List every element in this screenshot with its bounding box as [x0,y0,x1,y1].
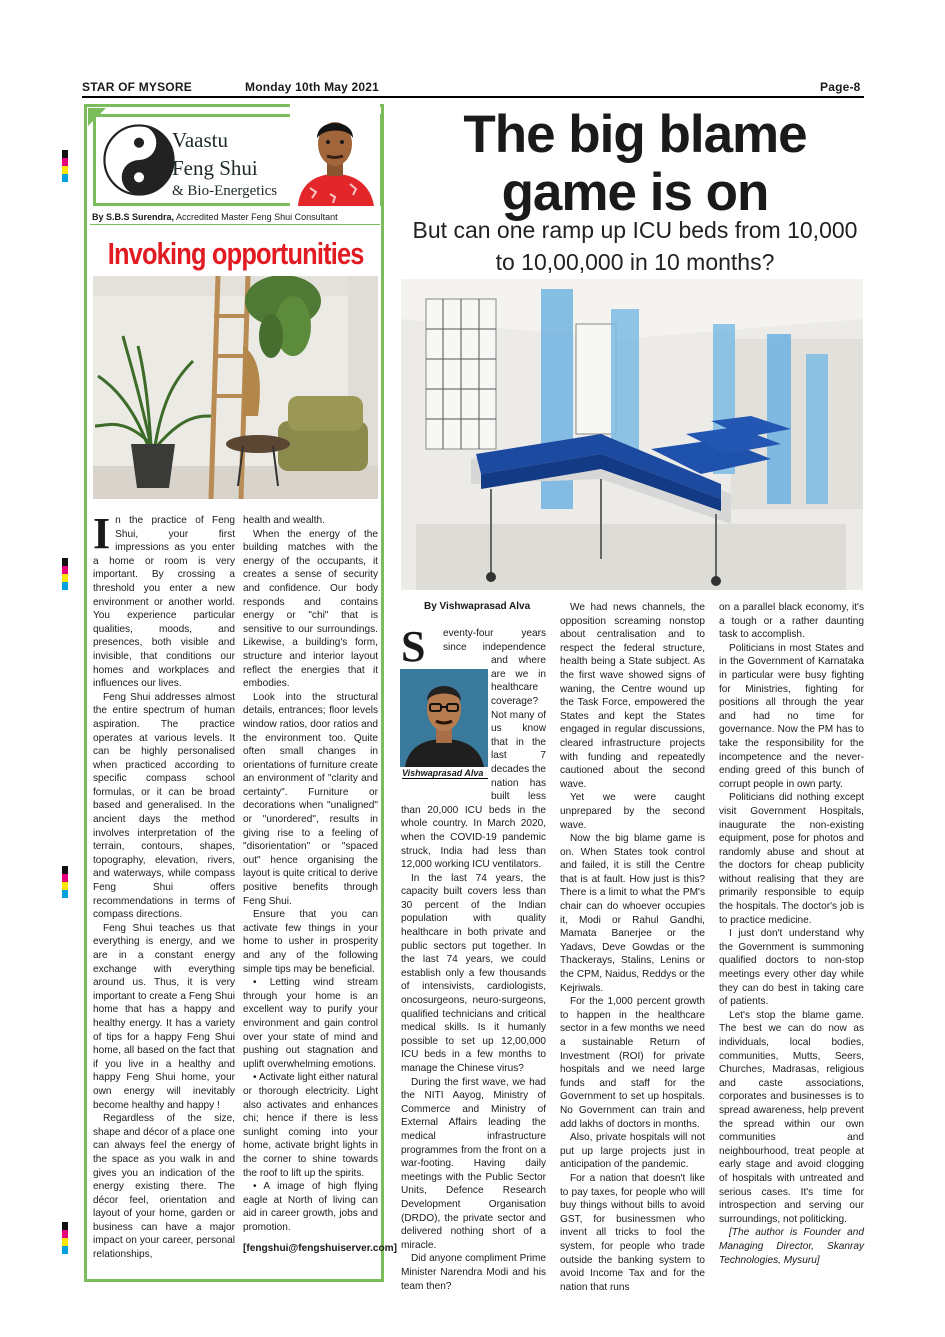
registration-marks-mid [62,558,68,590]
article-paragraph: I just don't understand why the Government is summoning qualified doctors to non-stop meetings every other day while they can do best in taking care of patients. [719,928,864,1008]
registration-marks-low [62,866,68,898]
article-paragraph: During the first wave, we had the NITI Aayog, Ministry of Commerce and Ministry of External Affairs leading the medical infrastructure programmes from the front on a war-footing. Having daily meetings with the Public Sector Units, Defence Research Development Organisation (DRDO), the private sector and delivered nothing short of a miracle. [401,1076,546,1251]
fengshui-dropcap: I [93,509,111,558]
fengshui-text-col-2 [243,514,397,1256]
fengshui-tip: • Activate light either natural or thorough electricity. Light also activates and enhances chi; hence if there is less sunlight coming into your home, activate bright lights in the corner to shine towards the roof to lift up the spirits. [243,1072,378,1179]
fengshui-paragraph: Ensure that you can activate few things in your home to usher in prosperity and any of the following simple tips may be beneficial. [243,909,378,975]
article-byline: By Vishwaprasad Alva [424,601,531,612]
article-headline: The big blame game is on [463,105,807,222]
article-paragraph: We had news channels, the opposition screaming nonstop about centralisation and to respect the federal structure, health being a State subject. As the first wave showed signs of waning, the Centre wound up the Task Force, empowered the States and kept the States engaged in regular discussions, cleared infrastructure projects with funding and repeatedly cautioned about the second wave. [560,602,705,790]
author-photo-caption: Vishwaprasad Alva [402,768,488,779]
logo-line-bioenergetics: & Bio-Energetics [172,183,278,199]
article-paragraph: eventy-four years since independence and where are we in healthcare coverage? Not many of us know that in the last 7 decades the nation has built less than 20,000 ICU beds in the whole country. In March 2020, when the COVID-19 pandemic struck, India had less than 12,000 working ICU ventilators. [401,628,546,871]
article-paragraph: For a nation that doesn't like to pay taxes, for people who will buy things without bills to avoid GST, for businessmen who invent all tricks to fool the system, for people who trade outside the banking system to avoid Income Tax and for the nation that runs [560,1172,705,1293]
masthead-date: Monday 10th May 2021 [245,80,380,94]
byline-rule [90,224,380,225]
registration-marks-bottom [62,1222,68,1254]
fengshui-paragraph: When the energy of the building matches with the energy of the occupants, it creates a sense of security and confidence. Our body responds and contains energy or "chi" that is sensitive to our surroundings. Likewise, a building's form, structure and interior layout reflect the energies that it embodies. [243,528,378,690]
article-col-1-text [401,622,546,1293]
fengshui-paragraph: Regardless of the size, shape and décor of a place one can always feel the energy of the space as you walk in and gives you an indication of the energy existing there. The décor feel, orientation and layout of your home, garden or business can have a major impact on your career, personal relationships, [93,1113,235,1261]
fengshui-paragraph: health and wealth. [243,515,325,526]
article-paragraph: Politicians in most States and in the Government of Karnataka in particular were busy fighting for Ministries, fighting for positions all through the year and had no time for governance. Now the PM has to take the responsibility for the incompetence and the never-ending greed of this bunch of corrupt people in own party. [719,642,864,790]
fengshui-tip: • Letting wind stream through your home is an excellent way to purify your environment and gain control over your state of mind and pushing out stagnation and uplift overwhelming emotions. [243,977,378,1070]
fengshui-paragraph: n the practice of Feng Shui, your first impressions as you enter a home or room is very important. By crossing a threshold you enter a new environment or another world. You experience particular qualities, moods, and presences, both visible and invisible, that conditions our homes and workplaces and influences our lives. [93,515,235,690]
yin-yang-icon [103,124,175,196]
fengshui-tip: • A image of high flying eagle at North of living can aid in career growth, jobs and promotion. [243,1181,378,1233]
fengshui-text-col-1 [93,509,235,1262]
registration-marks-top [62,150,68,182]
article-paragraph: Politicians did nothing except visit Government Hospitals, inaugurate the non-existing equipment, pose for photos and randomly abuse and shout at the doctors for cheap publicity without realising that they are primarily responsible to equip the hospitals. The doctor's job is to practice medicine. [719,792,864,926]
interior-photo [93,276,378,499]
article-col-3 [719,601,864,1267]
article-paragraph: In the last 74 years, the capacity built covers less than 30 percent of the Indian population with quality healthcare in both private and public sectors put together. In the last 74 years, we could establish only a few thousands of intensivists, cardiologists, oncosurgeons, neuro-surgeons, qualified technicians and critical medical skills. Is it humanly possible to set up 12,00,000 ICU beds in a few months to manage the Chinese virus? [401,872,546,1074]
columnist-portrait [290,104,380,206]
logo-line-vaastu: Vaastu [172,128,228,152]
masthead-paper: STAR OF MYSORE [82,80,192,94]
icu-ward-photo [401,279,863,590]
column-email[interactable]: [fengshui@fengshuiserver.com] [243,1243,397,1255]
fengshui-paragraph: Look into the structural details, entrances; floor levels window ratios, door ratios and the environment too. Quite often small changes in orientations of furniture create an environment of "clarity and certainty". Furniture or decorations when "unaligned" or "unordered", results in giving rise to a feeling of "disorientation" or "spaced out" hence organising the layout is quite critical to derive positive benefits through Feng Shui. [243,691,378,907]
article-paragraph: on a parallel black economy, it's a tough or a rather daunting task to accomplish. [719,602,864,641]
logo-line-fengshui: Feng Shui [172,156,258,180]
article-dropcap: S [401,622,426,671]
fengshui-paragraph: Feng Shui teaches us that everything is energy, and we are in a constant energy exchange with everything around us. Thus, it is very important to create a Feng Shui home that has a happy and healthy energy. It has a variety of tips for a happy Feng Shui home, all based on the fact that if you live in a healthy and happy Feng Shui home, your own energy will inevitably become healthy and happy ! [93,922,235,1111]
article-paragraph: Did anyone compliment Prime Minister Narendra Modi and his team then? [401,1253,546,1292]
page-number: Page-8 [820,80,861,94]
author-footnote: [The author is Founder and Managing Director, Skanray Technologies, Mysuru] [719,1227,864,1266]
fengshui-paragraph: Feng Shui addresses almost the entire spectrum of human aspiration. The practice operates at various levels. It can be highly personalised when practiced according to specific compass school formulas, or it can be broad based and generalised. In the ancient days the method involves interpretation of the terrain, contours, shapes, topography, elevation, rivers, and waterways, while compass Feng Shui offers recommendations in terms of compass directions. [93,691,235,921]
column-title: Invoking opportunities [107,236,364,271]
column-byline-role: Accredited Master Feng Shui Consultant [176,212,338,222]
article-paragraph: Yet we were caught unprepared by the second wave. [560,792,705,831]
header-rule [82,96,864,98]
column-byline [92,212,338,222]
column-byline-author: By S.B.S Surendra, [92,212,175,222]
article-paragraph: Let's stop the blame game. The best we can do now as individuals, local bodies, communities, Mutts, Seers, Churches, Madrasas, religious and caste associations, corporates and businesses is to spread awareness, help prevent the spread within our own communities and neighbourhood, treat people at early stage and avoid clogging of hospitals with untreated and serious cases. It's time for introspection and serving our surroundings, not politicking. [719,1009,864,1225]
article-col-2 [560,601,705,1294]
article-paragraph: Also, private hospitals will not put up large projects just in anticipation of the pandemic. [560,1132,705,1171]
article-subhead: But can one ramp up ICU beds from 10,000 to 10,00,000 in 10 months? [412,217,858,275]
article-paragraph: Now the big blame game is on. When States took control and failed, it is still the Centre that is at fault. How just is this? There is a limit to what the PM's chair can do whoever occupies it, Modi or Rahul Gandhi, Mamata Banerjee or the Yadavs, Deve Gowdas or the Thackerays, Stalins, Lenins or the CPM, Naidus, Reddys or the Kejriwals. [560,833,705,994]
article-paragraph: For the 1,000 percent growth to happen in the healthcare sector in a few months we need a sustainable Return of Investment (ROI) for private hospitals and we need large funds and staff for the Government to set up hospitals. No Government can train and add lakhs of doctors in months. [560,996,705,1130]
